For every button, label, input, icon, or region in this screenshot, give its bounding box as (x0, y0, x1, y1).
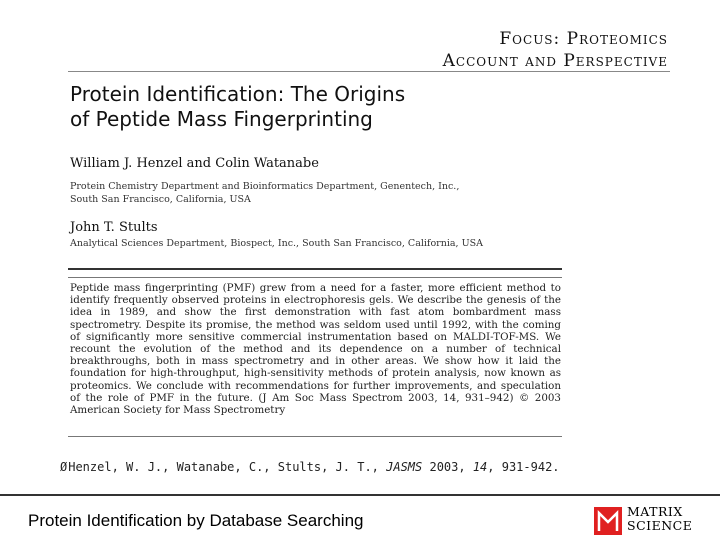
abstract-text (70, 282, 561, 416)
citation-volume: 14 (472, 460, 488, 474)
logo-wordmark (627, 505, 692, 533)
article-title (70, 82, 670, 132)
author-affiliation-secondary: Analytical Sciences Department, Biospect, Inc., South San Francisco, California, USA (70, 238, 483, 249)
abstract-body: Peptide mass fingerprinting (PMF) grew from a need for a faster, more efficient method to identify frequently observed proteins in electrophoresis gels. We describe the genesis of the idea in 1989, and show the first demonstration with fast atom bombardment mass spectrometry. Despite its promise, the method was seldom used until 1992, with the coming of significantly more sensitive commercial instrumentation based on MALDI-TOF-MS. We recount the evolution of the method and its dependence on a number of technical breakthroughs, both in mass spectrometry and in other areas. We show how it laid the foundation for high-throughput, high-sensitivity methods of protein analysis, now known as proteomics. We conclude with recommendations for further improvements, and speculation of the role of PMF in the future. (70, 282, 561, 404)
citation-journal: JASMS (386, 460, 423, 474)
citation-authors: Henzel, W. J., Watanabe, C., Stults, J. T., (68, 460, 387, 474)
author-affiliation-primary (70, 180, 490, 206)
abstract-top-rule-thin (68, 277, 562, 278)
logo-wordmark-line1: MATRIX (627, 504, 683, 519)
footer-divider (0, 494, 720, 496)
author-names-secondary: John T. Stults (70, 220, 158, 235)
header-divider (68, 71, 670, 72)
citation-year: 2003, (422, 460, 473, 474)
affiliation-primary-line1: Protein Chemistry Department and Bioinformatics Department, Genentech, Inc., (70, 181, 460, 192)
citation-pages: , 931-942. (487, 460, 560, 474)
abstract-journal-citation: (J Am Soc Mass Spectrom 2003, 14, 931–942) © 2003 American Society for Mass Spectrometry (70, 391, 561, 417)
article-title-line1: Protein Identification: The Origins (70, 82, 406, 106)
footer-title: Protein Identification by Database Searching (28, 511, 364, 530)
author-names-primary: William J. Henzel and Colin Watanabe (70, 156, 319, 171)
bullet-arrow-icon: Ø (60, 460, 68, 474)
reference-citation (60, 459, 560, 475)
section-header-line1: Focus: Proteomics (499, 29, 668, 49)
article-title-line2: of Peptide Mass Fingerprinting (70, 107, 373, 131)
section-header (443, 28, 668, 72)
logo-wordmark-line2: SCIENCE (627, 518, 693, 533)
abstract-bottom-rule (68, 436, 562, 437)
affiliation-primary-line2: South San Francisco, California, USA (70, 194, 251, 205)
section-header-line2: Account and Perspective (442, 51, 668, 71)
abstract-top-rule (68, 268, 562, 270)
